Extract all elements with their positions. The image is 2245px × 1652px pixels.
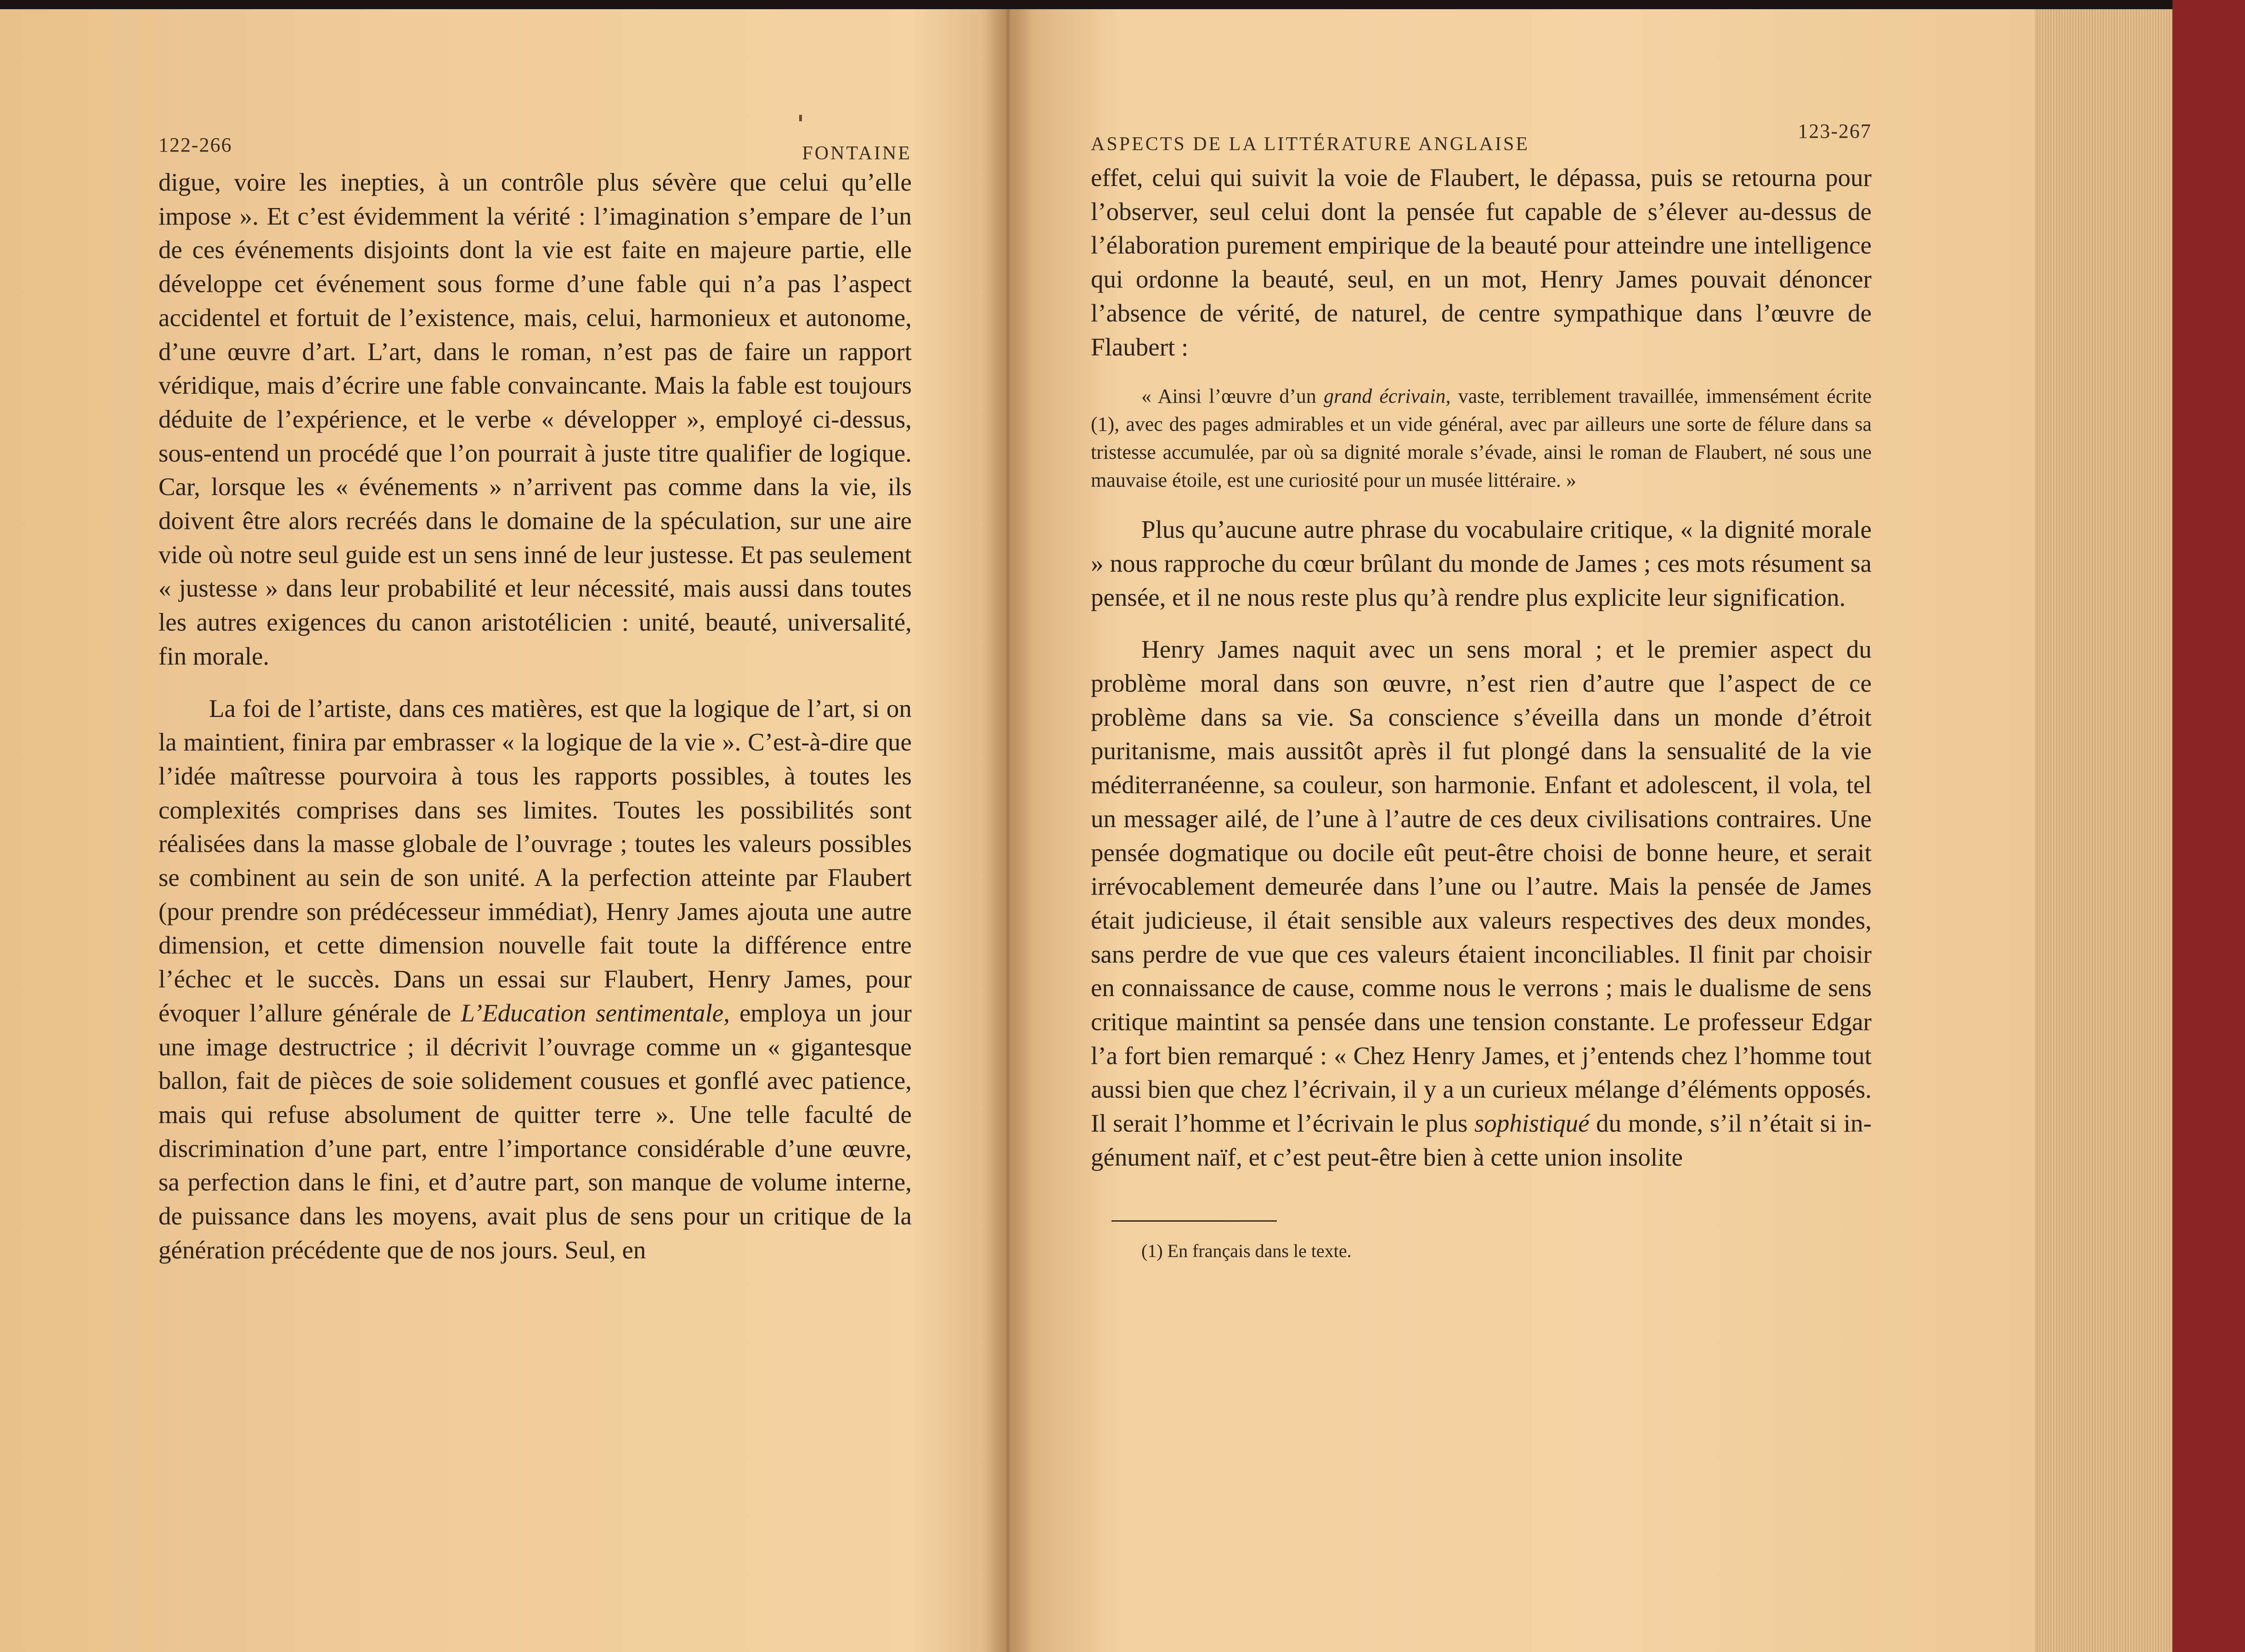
right-running-head bbox=[1091, 119, 1872, 161]
right-paragraph-2: Plus qu’aucune autre phrase du vocabulaire critique, « la dignité morale » nous rapproche du cœur brûlant du monde de James ; ces mots résument sa pensée, et il ne nous reste plus qu’à rendre plus explicite leur signification. bbox=[1091, 515, 1872, 611]
right-page bbox=[1091, 119, 1872, 1262]
left-paragraph-2-italic: L’Education sentimentale, bbox=[461, 998, 730, 1027]
block-quote bbox=[1091, 382, 1872, 494]
right-paragraph-3-text-b: du monde, s’il n’était si ingénument naïf, et c’est peut-être bien à cette union insolite bbox=[1091, 1109, 1872, 1171]
left-body bbox=[158, 165, 912, 1267]
right-paragraph-3 bbox=[1091, 632, 1872, 1174]
left-paragraph-2 bbox=[158, 692, 912, 1267]
right-paragraph-1: effet, celui qui suivit la voie de Flaubert, le dépassa, puis se retourna pour l’observer, seul celui dont la pensée fut capable de s’élever au-dessus de l’élaboration purement empirique de la beauté pour atteindre une intelligence qui ordonne la beauté, seul, en un mot, Henry James pouvait dénoncer l’absence de vérité, de naturel, de centre sympathique dans l’œuvre de Flaubert : bbox=[1091, 164, 1872, 361]
left-page-number: 122-266 bbox=[158, 134, 232, 156]
footnote-rule bbox=[1111, 1220, 1277, 1222]
block-quote-text-a: « Ainsi l’œuvre d’un bbox=[1141, 385, 1324, 408]
left-running-head bbox=[158, 124, 912, 165]
book-cover-edge bbox=[2172, 0, 2245, 1652]
right-body-continued bbox=[1091, 513, 1872, 1174]
footnote: (1) En français dans le texte. bbox=[1141, 1240, 1352, 1261]
page-fore-edge bbox=[2035, 9, 2172, 1652]
block-quote-text-b: vaste, terriblement travaillée, immensément écrite (1), avec des pages admirables et un vide général, avec par ailleurs une sorte de félure dans sa tristesse accumulée, par où sa dignité morale s’évade, ainsi le roman de Flaubert, né sous une mauvaise étoile, est une curiosité pour un musée littéraire. » bbox=[1091, 385, 1872, 492]
right-paragraph-3-italic: sophistiqué bbox=[1474, 1109, 1590, 1138]
right-body bbox=[1091, 161, 1872, 364]
left-paragraph-2-text-a: La foi de l’artiste, dans ces matières, est que la logique de l’art, si on la maintient, finira par embrasser « la logique de la vie ». C’est-à-dire que l’idée maîtresse pourvoira à tous les rapports possibles, à toutes les complexités comprises dans ses limites. Toutes les possibilités sont réalisées dans la masse globale de l’ouvrage ; toutes les valeurs possibles se combinent au sein de son unité. A la perfection atteinte par Flaubert (pour prendre son prédécesseur immédiat), Henry James ajouta une autre dimension, et cette dimension nouvelle fait toute la différence entre l’échec et le succès. Dans un essai sur Flaubert, Henry James, pour évoquer l’allure générale de bbox=[158, 694, 912, 1027]
ink-speck bbox=[799, 115, 802, 121]
left-paragraph-2-text-b: employa un jour une image destructrice ; il décrivit l’ouvrage comme un « gigantesque ballon, fait de pièces de soie solidement cousues et gonflé avec patience, mais qui refuse absolument de quitter terre ». Une telle faculté de discrimination d’une part, entre l’importance considérable d’une œuvre, sa perfection dans le fini, et d’autre part, son manque de volume interne, de puissance dans les moyens, avait plus de sens pour un critique de la génération précédente que de nos jours. Seul, en bbox=[158, 998, 912, 1264]
right-paragraph-3-text-a: Henry James naquit avec un sens moral ; et le premier aspect du problème moral dans son œuvre, n’est rien d’autre que l’aspect de ce problème dans sa vie. Sa conscience s’éveilla dans un monde d’étroit puritanisme, mais aussitôt après il fut plongé dans la sensualité de la vie méditerranéenne, sa couleur, son harmonie. Enfant et adolescent, il vola, tel un messager ailé, de l’une à l’autre de ces deux civilisations contraires. Une pensée dogmatique ou docile eût peut-être choisi de bonne heure, et serait irrévocablement demeurée dans l’une ou l’autre. Mais la pensée de James était judicieuse, il était sensible aux valeurs respectives des deux mondes, sans perdre de vue que ces valeurs étaient inconciliables. Il finit par choisir en connaissance de cause, comme nous le verrons ; mais le dualisme de sens critique maintint sa pensée dans une tension constante. Le professeur Edgar l’a fort bien remarqué : « Chez Henry James, et j’entends chez l’homme tout aussi bien que chez l’écrivain, il y a un curieux mélange d’éléments opposés. Il serait l’homme et l’écrivain le plus bbox=[1091, 635, 1872, 1138]
right-page-number: 123-267 bbox=[1798, 120, 1872, 142]
left-paragraph-1: digue, voire les inepties, à un contrôle plus sévère que celui qu’elle impose ». Et c’est évidemment la vérité : l’imagination s’empare de l’un de ces événements disjoints dont la vie est faite en majeure partie, elle développe cet événement sous forme d’une fable qui n’a pas l’aspect accidentel et fortuit de l’existence, mais, celui, harmonieux et autonome, d’une œuvre d’art. L’art, dans le roman, n’est pas de faire un rapport véridique, mais d’écrire une fable convaincante. Mais la fable est toujours déduite de l’expérience, et le verbe « développer », employé ci-dessus, sous-entend un procédé que l’on pourrait à juste titre qualifier de logique. Car, lorsque les « événements » n’arrivent pas comme dans la vie, ils doivent être alors recréés dans le domaine de la spéculation, sur une aire vide où notre seul guide est un sens inné de leur justesse. Et pas seulement « justesse » dans leur probabilité et leur nécessité, mais aussi dans toutes les autres exigences du canon aristotélicien : unité, beauté, universalité, fin morale. bbox=[158, 168, 912, 670]
right-running-title: ASPECTS DE LA LITTÉRATURE ANGLAISE bbox=[1091, 134, 1529, 155]
block-quote-italic: grand écrivain, bbox=[1324, 385, 1451, 408]
left-running-title: FONTAINE bbox=[802, 143, 912, 164]
left-page bbox=[158, 124, 912, 1267]
book-gutter bbox=[983, 9, 1033, 1652]
